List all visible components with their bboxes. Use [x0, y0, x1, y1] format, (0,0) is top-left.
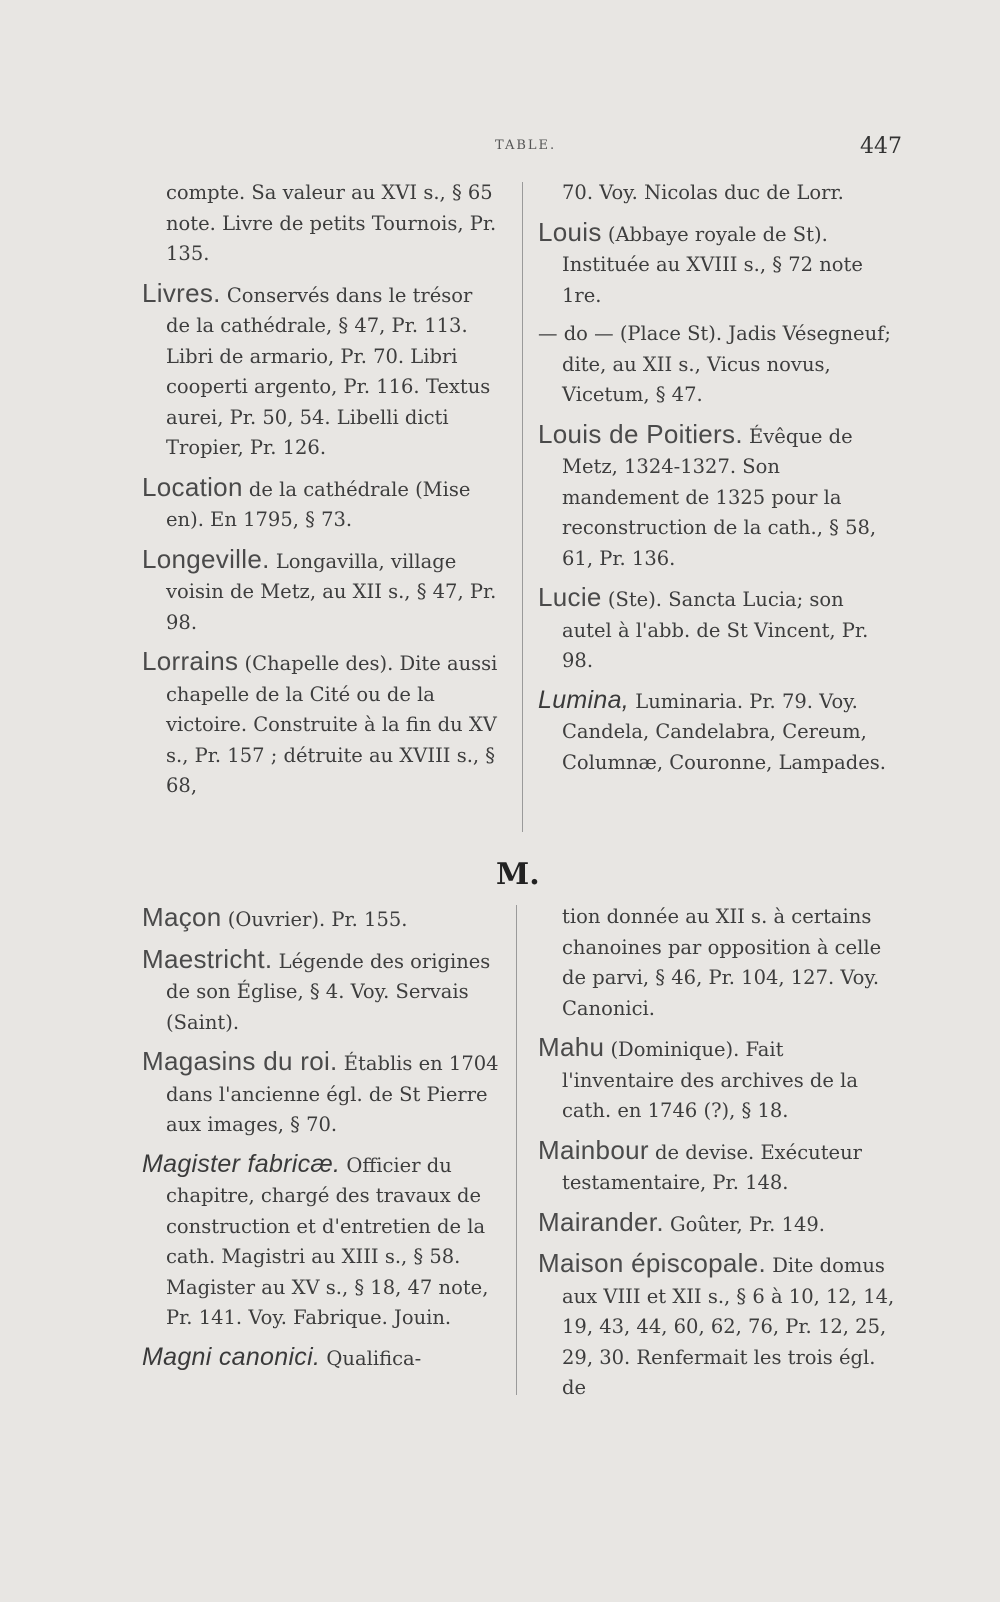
index-definition: Officier du chapitre, chargé des travaux de construction et d'entretien de la cath. Magistri au XIII s., § 58. Magister au XV s., § 18, 47 note, Pr. 141. Voy. Fabrique. Jouin.	[166, 1153, 489, 1329]
index-entry	[538, 319, 898, 411]
index-entry	[142, 1342, 502, 1375]
index-definition: de la cathédrale (Mise en). En 1795, § 73.	[166, 477, 471, 531]
index-definition: Conservés dans le trésor de la cathédrale, § 47, Pr. 113. Libri de armario, Pr. 70. Libri cooperti argento, Pr. 116. Textus aurei, Pr. 50, 54. Libelli dicti Tropier, Pr. 126.	[166, 283, 491, 459]
index-definition: Luminaria. Pr. 79. Voy. Candela, Candelabra, Cereum, Columnæ, Couronne, Lampades.	[562, 689, 886, 774]
running-title: TABLE.	[495, 138, 557, 153]
index-headword: Mainbour	[538, 1134, 649, 1165]
index-headword: Magasins du roi.	[142, 1046, 338, 1076]
index-entry	[142, 278, 502, 464]
index-entry	[142, 646, 502, 802]
index-entry	[538, 1207, 898, 1241]
index-headword: Mairander.	[538, 1206, 664, 1237]
index-headword: Livres.	[142, 277, 221, 308]
index-definition: (Ste). Sancta Lucia; son autel à l'abb. de St Vincent, Pr. 98.	[562, 588, 869, 672]
index-headword: Magni canonici.	[142, 1342, 321, 1371]
index-definition: de devise. Exécuteur testamentaire, Pr. 148.	[562, 1140, 862, 1194]
index-headword: Lumina,	[538, 685, 630, 714]
index-entry: 70. Voy. Nicolas duc de Lorr.	[562, 181, 844, 204]
index-headword: Maison épiscopale.	[538, 1248, 766, 1278]
index-definition: Qualifica-	[326, 1346, 422, 1370]
index-headword: Louis de Poitiers.	[538, 418, 743, 449]
page-number: 447	[860, 134, 902, 159]
index-entry	[142, 902, 502, 936]
index-entry	[142, 472, 502, 536]
column-divider	[522, 182, 523, 832]
index-entry	[538, 1248, 898, 1404]
index-entry: tion donnée au XII s. à certains chanoines par opposition à celle de parvi, § 46, Pr. 104, 127. Voy. Canonici.	[562, 905, 882, 1020]
index-entry	[538, 1135, 898, 1199]
index-entry	[538, 1032, 898, 1127]
index-definition: Établis en 1704 dans l'ancienne égl. de St Pierre aux images, § 70.	[166, 1052, 499, 1136]
index-definition: Évêque de Metz, 1324-1327. Son mandement de 1325 pour la reconstruction de la cath., § 58, 61, Pr. 136.	[562, 424, 877, 570]
index-definition: Légende des origines de son Église, § 4. Voy. Servais (Saint).	[166, 949, 491, 1034]
index-entry	[142, 1149, 502, 1334]
index-headword: Location	[142, 471, 243, 502]
index-definition: Longavilla, village voisin de Metz, au XII s., § 47, Pr. 98.	[166, 549, 497, 634]
index-entry: compte. Sa valeur au XVI s., § 65 note. Livre de petits Tournois, Pr. 135.	[166, 181, 497, 265]
index-headword: Lucie	[538, 582, 602, 612]
index-headword: Lorrains	[142, 646, 239, 676]
column-divider	[516, 905, 517, 1395]
section-letter: M.	[496, 857, 540, 892]
index-entry	[538, 685, 898, 779]
index-definition: Dite domus aux VIII et XII s., § 6 à 10, 12, 14, 19, 43, 44, 60, 62, 76, Pr. 12, 25, 29, 30. Renfermait les trois égl. de	[562, 1254, 895, 1399]
index-headword: Mahu	[538, 1032, 605, 1062]
index-definition: (Chapelle des). Dite aussi chapelle de la Cité ou de la victoire. Construite à la fin du XV s., Pr. 157 ; détruite au XVIII s., § 68,	[166, 652, 498, 797]
index-headword: Maçon	[142, 902, 222, 932]
index-entry	[142, 944, 502, 1039]
index-entry	[142, 1046, 502, 1141]
index-definition: — do — (Place St). Jadis Vésegneuf; dite, au XII s., Vicus novus, Vicetum, § 47.	[538, 322, 891, 406]
index-definition: (Dominique). Fait l'inventaire des archives de la cath. en 1746 (?), § 18.	[562, 1038, 859, 1122]
index-entry	[538, 419, 898, 575]
index-headword: Louis	[538, 216, 602, 247]
index-column-bottom-left	[142, 902, 502, 1382]
index-column-top-right	[538, 178, 898, 786]
index-headword: Magister fabricæ.	[142, 1149, 341, 1178]
index-entry	[142, 544, 502, 639]
index-definition: (Abbaye royale de St). Instituée au XVIII s., § 72 note 1re.	[562, 222, 863, 307]
running-head	[0, 134, 1000, 164]
index-headword: Longeville.	[142, 543, 270, 574]
index-column-top-left	[142, 178, 502, 810]
index-definition: Goûter, Pr. 149.	[670, 1212, 825, 1236]
index-entry	[538, 582, 898, 677]
index-headword: Maestricht.	[142, 943, 273, 974]
index-entry	[538, 217, 898, 312]
index-definition: (Ouvrier). Pr. 155.	[227, 908, 408, 931]
index-column-bottom-right	[538, 902, 898, 1412]
